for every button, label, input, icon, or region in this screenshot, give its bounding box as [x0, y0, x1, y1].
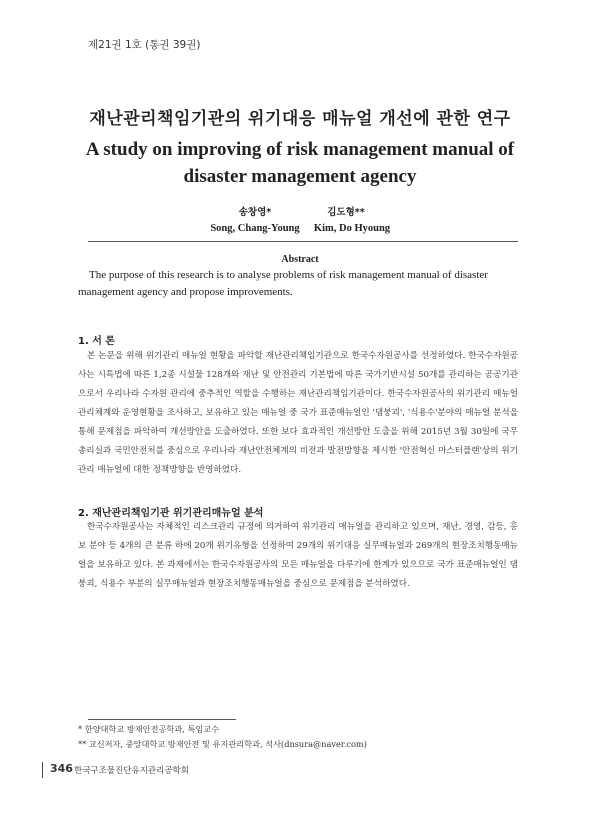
issue-info: 제21권 1호 (통권 39권): [88, 39, 201, 51]
journal-name: 한국구조물진단유지관리공학회: [74, 766, 189, 776]
english-title: A study on improving of risk management manual of disaster management agency: [85, 139, 515, 187]
author-1-korean-name: 송창영*: [238, 207, 272, 218]
section-1-heading: 1. 서 론: [78, 336, 116, 347]
page-number: 346: [50, 762, 73, 775]
page-number-bar: [42, 762, 43, 778]
author-divider: [88, 241, 518, 242]
section-1-body: 본 논문을 위해 위기관리 매뉴얼 현황을 파악할 재난관리책임기관으로 한국수자원공사를 선정하였다. 한국수자원공사는 시특법에 따른 1,2종 시설물 128개와 재난 및 안전관리 기본법에 따른 국가기반시설 50개를 관리하는 공공기관으로서 우리나라 수자원 관리에 중추적인 역할을 수행하는 재난관리책임기관이다. 한국수자원공사의 위기관리 매뉴얼 관리체계와 운영현황을 조사하고, 보유하고 있는 매뉴얼 중 국가 표준매뉴얼인 '댐붕괴', '식용수'분야의 매뉴얼 분석을 통해 문제점을 파악하여 개선방안을 도출하였다. 또한 보다 효과적인 개선방안 도출을 위해 2015년 3월 30일에 국무총리실과 국민안전처를 중심으로 우리나라 재난안전체계의 비전과 발전방향을 제시한 '안전혁신 마스터플랜'상의 위기관리 매뉴얼에 대한 정책방향을 반영하였다.: [78, 351, 518, 475]
author-1-english-name: Song, Chang-Young: [210, 223, 300, 234]
abstract-heading: Abstract: [281, 254, 319, 265]
section-2-heading: 2. 재난관리책임기관 위기관리매뉴얼 분석: [78, 508, 264, 519]
footnote-2: ** 교신저자, 중앙대학교 방재안전 및 유지관리학과, 석사(dnsura@naver.com): [78, 739, 367, 749]
section-2-body: 한국수자원공사는 자체적인 리스크관리 규정에 의거하여 위기관리 매뉴얼을 관리하고 있으며, 재난, 경영, 감등, 홍보 분야 등 4개의 큰 분류 하에 20개 위기유형을 선정하여 29개의 위기대응 실무매뉴얼과 269개의 현장조치행동매뉴얼을 보유하고 있다. 본 과제에서는 한국수자원공사의 모든 매뉴얼을 다루기에 한계가 있으므로 국가 표준매뉴얼인 댐붕괴, 식용수 부분의 실무매뉴얼과 현장조치행동매뉴얼을 중심으로 문제점을 분석하였다.: [78, 522, 518, 589]
abstract-text: The purpose of this research is to analyse problems of risk management manual of disaster management agency and propose improvements.: [78, 269, 488, 298]
author-2-korean-name: 김도형**: [327, 207, 365, 218]
author-2-english-name: Kim, Do Hyoung: [313, 223, 391, 234]
korean-title: 재난관리책임기관의 위기대응 매뉴얼 개선에 관한 연구: [89, 109, 511, 129]
footnote-1: * 한양대학교 방재안전공학과, 특임교수: [78, 724, 220, 734]
footnote-divider: [88, 719, 236, 720]
